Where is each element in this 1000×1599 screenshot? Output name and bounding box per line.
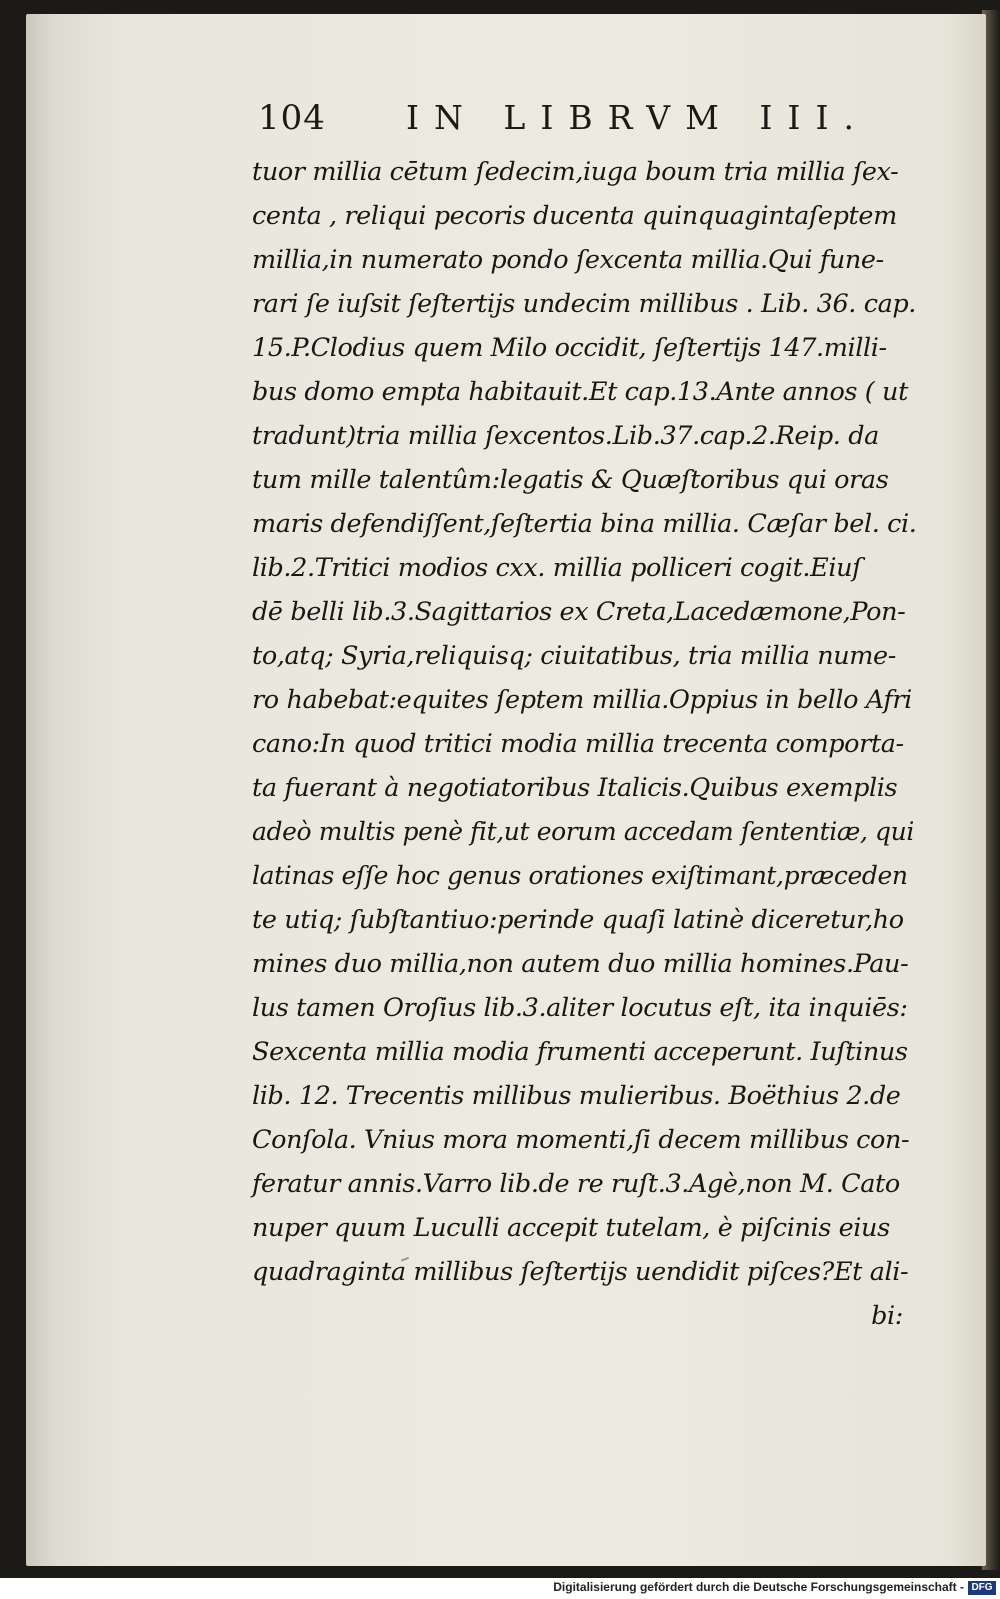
text-line: maris defendiſſent,ſeſtertia bina millia. Cæſar bel. ci. (252, 509, 917, 539)
footer-bar (0, 1578, 1000, 1599)
text-line: adeò multis penè fit,ut eorum accedam ſententiæ, qui (252, 817, 914, 846)
dfg-logo: DFG (968, 1581, 996, 1595)
text-line: quadraginta millibus ſeſtertijs uendidit piſces?Et ali- (252, 1257, 909, 1287)
text-line: tuor millia cētum ſedecim,iuga boum tria millia ſex- (252, 157, 899, 187)
text-line: bi: (871, 1301, 903, 1331)
text-line: cano:In quod tritici modia millia trecenta comporta- (252, 729, 904, 759)
text-line: tradunt)tria millia ſexcentos.Lib.37.cap.2.Reip. da (252, 421, 879, 451)
text-line: lus tamen Oroſius lib.3.aliter locutus eſt, ita inquiēs: (252, 993, 908, 1023)
running-title: IN LIBRVM III. (406, 98, 869, 137)
text-line: lib. 12. Trecentis millibus mulieribus. Boëthius 2.de (252, 1081, 901, 1111)
funding-credit: Digitalisierung gefördert durch die Deutsche Forschungsgemeinschaft - (553, 1580, 964, 1594)
text-line: latinas eſſe hoc genus orationes exiſtimant,præceden (252, 861, 908, 890)
text-line: bus domo empta habitauit.Et cap.13.Ante annos ( ut (252, 377, 908, 407)
text-line: rari ſe iuſsit ſeſtertijs undecim millibus . Lib. 36. cap. (252, 289, 917, 319)
text-line: feratur annis.Varro lib.de re ruſt.3.Agè,non M. Cato (252, 1169, 900, 1199)
text-line: lib.2.Tritici modios cxx. millia polliceri cogit.Eiuſ (252, 553, 862, 583)
text-line: nuper quum Luculli accepit tutelam, è piſcinis eius (252, 1213, 890, 1243)
text-line: to,atq; Syria,reliquisq; ciuitatibus, tria millia nume- (252, 641, 896, 671)
text-line: Conſola. Vnius mora momenti,ſi decem millibus con- (252, 1125, 910, 1155)
text-line: te utiq; ſubſtantiuo:perinde quaſi latinè diceretur,ho (252, 905, 904, 935)
text-line: 15.P.Clodius quem Milo occidit, ſeſtertijs 147.milli- (252, 333, 887, 363)
page-header (258, 94, 869, 144)
text-line: tum mille talentûm:legatis & Quæſtoribus qui oras (252, 465, 889, 495)
text-line: centa , reliqui pecoris ducenta quinquagintaſeptem (252, 201, 897, 231)
folio-number: 104 (258, 98, 326, 138)
body-text (252, 150, 917, 1338)
text-line: ta fuerant à negotiatoribus Italicis.Quibus exemplis (252, 773, 898, 803)
text-line: millia,in numerato pondo ſexcenta millia.Qui fune- (252, 245, 884, 275)
text-line: dē belli lib.3.Sagittarios ex Creta,Lacedæmone,Pon- (252, 597, 906, 627)
text-line: mines duo millia,non autem duo millia homines.Pau- (252, 949, 909, 979)
text-line: Sexcenta millia modia frumenti acceperunt. Iuſtinus (252, 1037, 908, 1067)
text-line: ro habebat:equites ſeptem millia.Oppius in bello Afri (252, 685, 912, 715)
